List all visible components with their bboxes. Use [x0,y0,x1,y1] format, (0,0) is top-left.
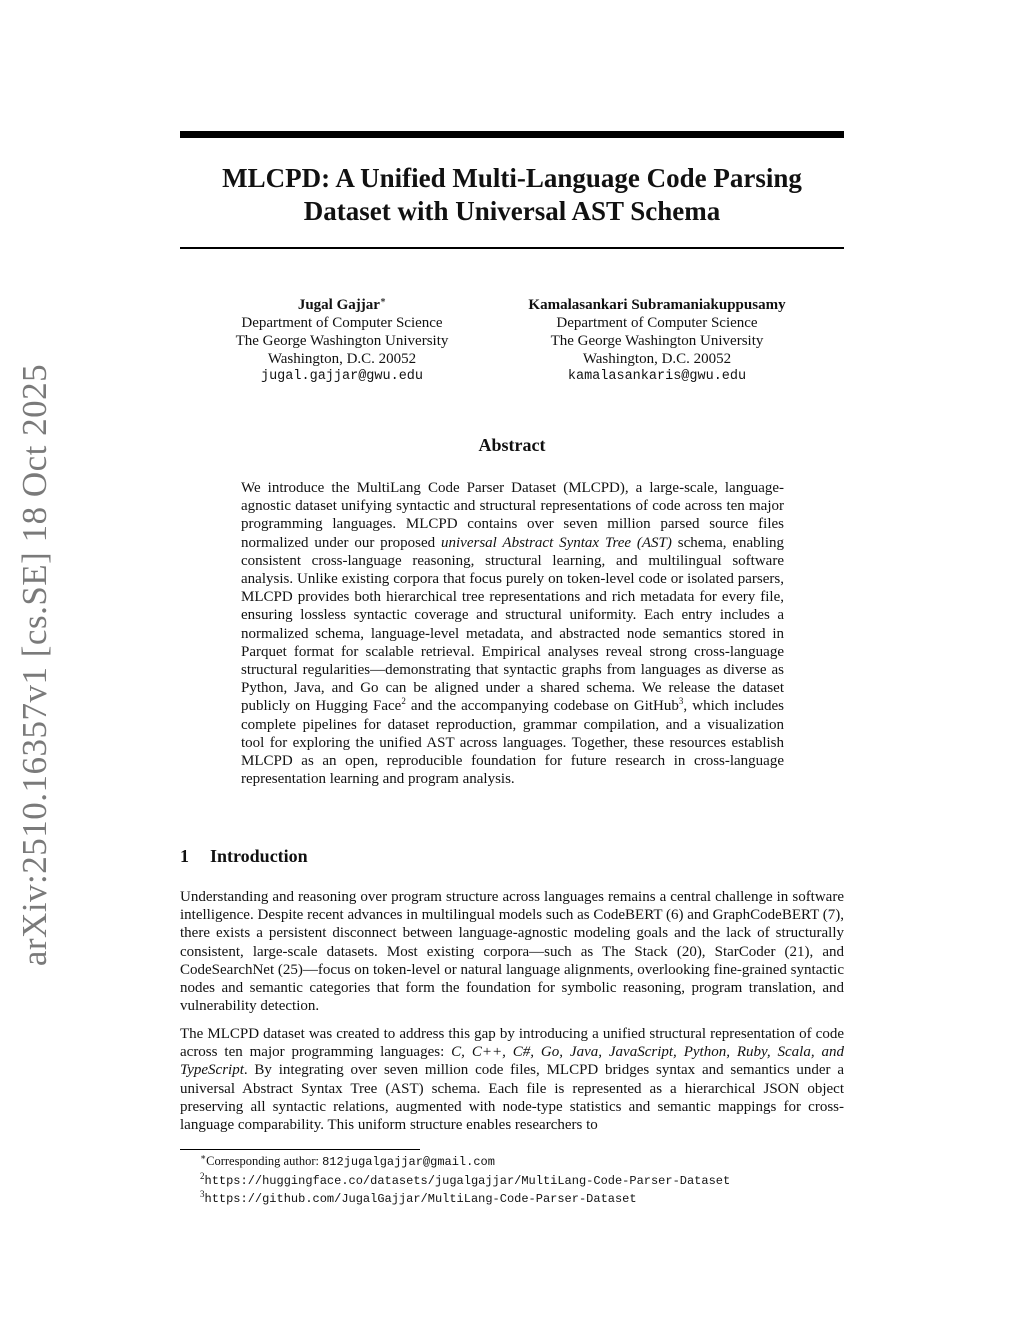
author-name: Kamalasankari Subramaniakuppusamy [528,297,786,313]
footnote-ref-2: 2 [401,696,406,707]
corresponding-marker: ∗ [379,295,387,305]
paper-title [180,162,844,228]
title-top-rule [180,131,844,138]
footnotes [200,1153,844,1209]
author-location: Washington, D.C. 20052 [582,351,732,367]
title-bottom-rule [180,247,844,249]
abstract-text: We introduce the MultiLang Code Parser Dataset (MLCPD), a large-scale, language-agnostic dataset unifying syntactic and structural representations of code across ten major programming languages. MLCPD contains over seven million parsed source files normalized under our proposed universal Abstract Syntax Tree (AST) schema, enabling consistent cross-language reasoning, structural learning, and multilingual software analysis. Unlike existing corpora that focus purely on token-level code or isolated parsers, MLCPD provides both hierarchical tree representations and rich metadata for every file, ensuring lossless syntactic coverage and structural uniformity. Each entry includes a normalized schema, language-level metadata, and abstracted node semantics stored in Parquet format for scalable retrieval. Empirical analyses reveal strong cross-language structural regularities—demonstrating that syntactic graphs from languages as diverse as Python, Java, and Go can be aligned under a shared schema. We release the dataset publicly on Hugging Face$^2$ and the accompanying codebase on GitHub$^3$, which includes complete pipelines for dataset reproduction, grammar compilation, and a visualization tool for exploring the unified AST across languages. Together, these resources establish MLCPD as an open, reproducible foundation for future research in cross-language representation learning and program analysis. [241,480,785,788]
author-university: The George Washington University [235,333,449,349]
intro-paragraph-1: Understanding and reasoning over program structure across languages remains a central challenge in software intelligence. Despite recent advances in multilingual models such as CodeBERT (6) and GraphCodeBERT (7), there exists a persistent disconnect between language-agnostic modeling goals and the lack of structurally consistent, large-scale datasets. Most existing corpora—such as The Stack (20), StarCoder (21), and CodeSearchNet (25)—focus on token-level or natural language alignments, overlooking fine-grained syntactic nodes and semantic categories that form the foundation for symbolic reasoning, program translation, and vulnerability detection. [180,889,844,1015]
author-block-1 [212,296,472,386]
title-line-1: MLCPD: A Unified Multi-Language Code Parsing [222,163,802,193]
footnote-corresponding: ∗Corresponding author: 812jugalgajjar@gmail.com [200,1151,495,1169]
section-number: 1 [180,846,189,866]
footnote-rule [180,1149,420,1150]
footnote-2: $^2$https://huggingface.co/datasets/jugalgajjar/MultiLang-Code-Parser-Dataset [200,1170,731,1188]
footnote-3: $^3$https://github.com/JugalGajjar/MultiLang-Code-Parser-Dataset [200,1188,637,1206]
author-department: Department of Computer Science [241,315,443,331]
intro-paragraph-2: The MLCPD dataset was created to address this gap by introducing a unified structural representation of code across ten major programming languages: C, C++, C#, Go, Java, JavaScript, Python, Ruby, Scala, and TypeScript. By integrating over seven million code files, MLCPD bridges syntax and semantics under a universal Abstract Syntax Tree (AST) schema. Each file is represented as a hierarchical JSON object preserving all syntactic relations, augmented with node-type statistics and semantic mappings for cross-language comparability. This uniform structure enables researchers to [180,1026,844,1134]
huggingface-link[interactable]: https://huggingface.co/datasets/jugalgajjar/MultiLang-Code-Parser-Dataset [204,1173,731,1188]
author-department: Department of Computer Science [556,315,758,331]
footnote-ref-3: 3 [678,696,684,707]
author-location: Washington, D.C. 20052 [267,351,417,367]
author-email: kamalasankaris@gwu.edu [567,369,747,384]
github-link[interactable]: https://github.com/JugalGajjar/MultiLang-Code-Parser-Dataset [204,1192,637,1206]
arxiv-identifier: arXiv:2510.16357v1 [cs.SE] 18 Oct 2025 [15,363,55,967]
abstract-heading: Abstract [478,435,546,455]
section-title: Introduction [210,846,308,866]
author-university: The George Washington University [550,333,764,349]
author-block-2 [492,296,822,386]
author-name: Jugal Gajjar∗ [297,295,387,313]
section-heading-introduction [180,846,308,867]
author-email: jugal.gajjar@gwu.edu [260,369,424,384]
title-line-2: Dataset with Universal AST Schema [303,196,721,226]
